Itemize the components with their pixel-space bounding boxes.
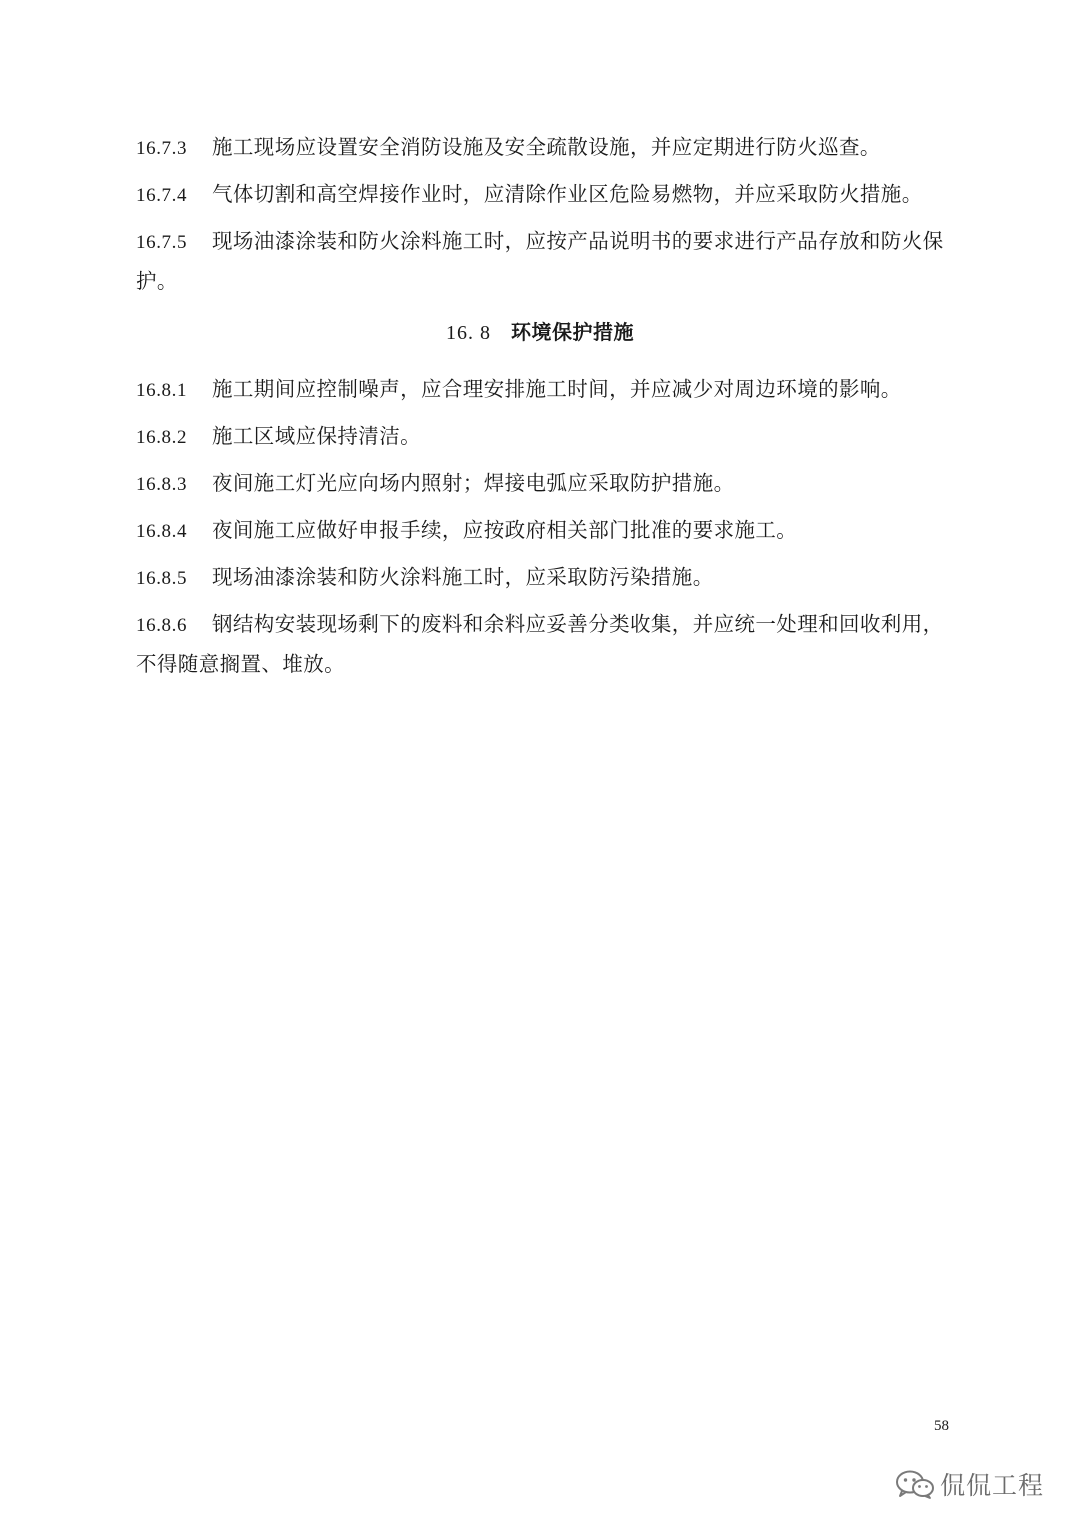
clause-text: 现场油漆涂装和防火涂料施工时，应按产品说明书的要求进行产品存放和防火保护。 bbox=[136, 229, 944, 293]
clause-text: 夜间施工应做好申报手续，应按政府相关部门批准的要求施工。 bbox=[212, 518, 798, 542]
watermark-text: 侃侃工程 bbox=[940, 1471, 1045, 1500]
clause-number: 16.8.6 bbox=[136, 615, 188, 636]
page-number: 58 bbox=[934, 1418, 949, 1434]
clause-number: 16.8.1 bbox=[136, 380, 188, 401]
clause-number: 16.7.5 bbox=[136, 232, 188, 253]
clause-text: 施工期间应控制噪声，应合理安排施工时间，并应减少对周边环境的影响。 bbox=[212, 377, 902, 401]
section-heading bbox=[0, 316, 1080, 349]
clause-number: 16.8.5 bbox=[136, 568, 188, 589]
clause-number: 16.7.4 bbox=[136, 185, 188, 206]
clause-text: 施工区域应保持清洁。 bbox=[212, 424, 421, 448]
clause-number: 16.8.4 bbox=[136, 521, 188, 542]
clause-16-8-5 bbox=[136, 558, 956, 598]
clause-number: 16.8.2 bbox=[136, 427, 188, 448]
clause-text: 现场油漆涂装和防火涂料施工时，应采取防污染措施。 bbox=[212, 565, 714, 589]
watermark bbox=[894, 1466, 1044, 1502]
clause-16-8-3 bbox=[136, 464, 956, 504]
clause-text: 施工现场应设置安全消防设施及安全疏散设施，并应定期进行防火巡查。 bbox=[212, 135, 881, 159]
clause-text: 气体切割和高空焊接作业时，应清除作业区危险易燃物，并应采取防火措施。 bbox=[212, 182, 923, 206]
clause-text: 夜间施工灯光应向场内照射；焊接电弧应采取防护措施。 bbox=[212, 471, 735, 495]
clause-text: 钢结构安装现场剩下的废料和余料应妥善分类收集，并应统一处理和回收利用，不得随意搁置、堆放。 bbox=[136, 612, 944, 676]
wechat-icon bbox=[894, 1469, 936, 1499]
clause-16-7-5 bbox=[136, 222, 948, 300]
section-title: 环境保护措施 bbox=[511, 320, 634, 344]
clause-16-7-4 bbox=[136, 175, 956, 215]
section-number: 16. 8 bbox=[446, 322, 491, 344]
clause-number: 16.8.3 bbox=[136, 474, 188, 495]
clause-16-8-6 bbox=[136, 605, 956, 683]
clause-number: 16.7.3 bbox=[136, 138, 188, 159]
clause-16-8-4 bbox=[136, 511, 956, 551]
clause-16-8-1 bbox=[136, 370, 956, 410]
clause-16-8-2 bbox=[136, 417, 956, 457]
clause-16-7-3 bbox=[136, 128, 956, 168]
